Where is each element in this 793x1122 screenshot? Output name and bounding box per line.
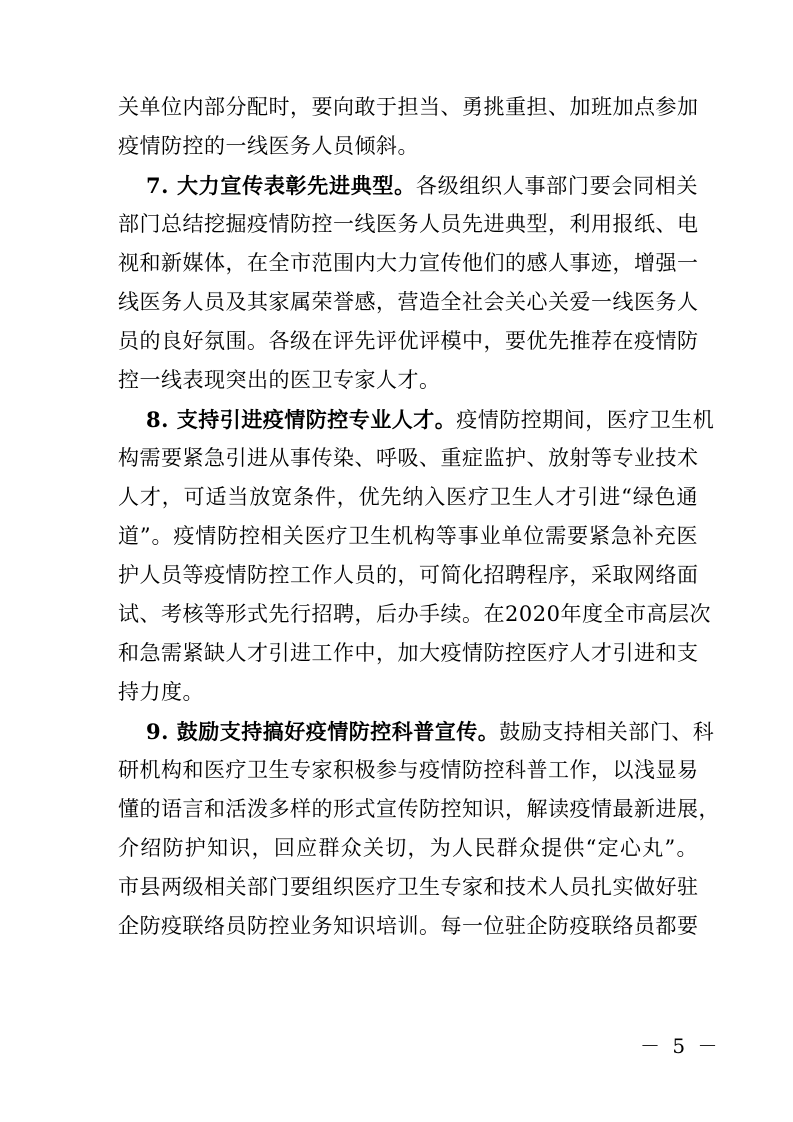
section-heading: 9. 鼓励支持搞好疫情防控科普宣传。: [146, 719, 500, 744]
text-line: 视和新媒体，在全市范围内大力宣传他们的感人事迹，增强一: [118, 251, 699, 275]
text-line: 线医务人员及其家属荣誉感，营造全社会关心关爱一线医务人: [118, 290, 699, 314]
paragraph-8: [118, 400, 715, 712]
document-page: [118, 88, 720, 946]
text-line: 人才，可适当放宽条件，优先纳入医疗卫生人才引进“绿色通: [118, 485, 698, 509]
text-line: 试、考核等形式先行招聘，后办手续。在2020年度全市高层次: [118, 602, 711, 626]
section-heading: 8. 支持引进疫情防控专业人才。: [146, 407, 457, 432]
text-line: 疫情防控的一线医务人员倾斜。: [118, 134, 419, 158]
text-line: 持力度。: [118, 680, 204, 704]
text-line: 关单位内部分配时，要向敢于担当、勇挑重担、加班加点参加: [118, 95, 699, 119]
text-line: 介绍防护知识，回应群众关切，为人民群众提供“定心丸”。: [118, 836, 698, 860]
text-line: 员的良好氛围。各级在评先评优评模中，要优先推荐在疫情防: [118, 329, 699, 353]
paragraph-9: [118, 712, 720, 946]
text-line: 市县两级相关部门要组织医疗卫生专家和技术人员扎实做好驻: [118, 875, 699, 899]
paragraph-7: [118, 166, 698, 400]
text-line: 控一线表现突出的医卫专家人才。: [118, 368, 441, 392]
text-line: [118, 400, 715, 439]
text-line: 鼓励支持相关部门、科: [499, 720, 715, 744]
text-line: 部门总结挖掘疫情防控一线医务人员先进典型，利用报纸、电: [118, 212, 699, 236]
text-line: 懂的语言和活泼多样的形式宣传防控知识，解读疫情最新进展，: [118, 797, 720, 821]
text-line: 各级组织人事部门要会同相关: [415, 174, 699, 198]
text-line: 道”。疫情防控相关医疗卫生机构等事业单位需要紧急补充医: [118, 524, 698, 548]
text-line: 和急需紧缺人才引进工作中，加大疫情防控医疗人才引进和支: [118, 641, 699, 665]
section-heading: 7. 大力宣传表彰先进典型。: [146, 173, 416, 198]
text-line: 护人员等疫情防控工作人员的，可简化招聘程序，采取网络面: [118, 563, 699, 587]
text-line: [118, 166, 698, 205]
text-line: 企防疫联络员防控业务知识培训。每一位驻企防疫联络员都要: [118, 914, 699, 938]
page-number: － 5 －: [640, 1034, 721, 1058]
paragraph-continuation: [118, 88, 698, 166]
text-line: 研机构和医疗卫生专家积极参与疫情防控科普工作，以浅显易: [118, 758, 699, 782]
text-line: 构需要紧急引进从事传染、呼吸、重症监护、放射等专业技术: [118, 446, 699, 470]
text-line: 疫情防控期间，医疗卫生机: [456, 408, 715, 432]
text-line: [118, 712, 715, 751]
